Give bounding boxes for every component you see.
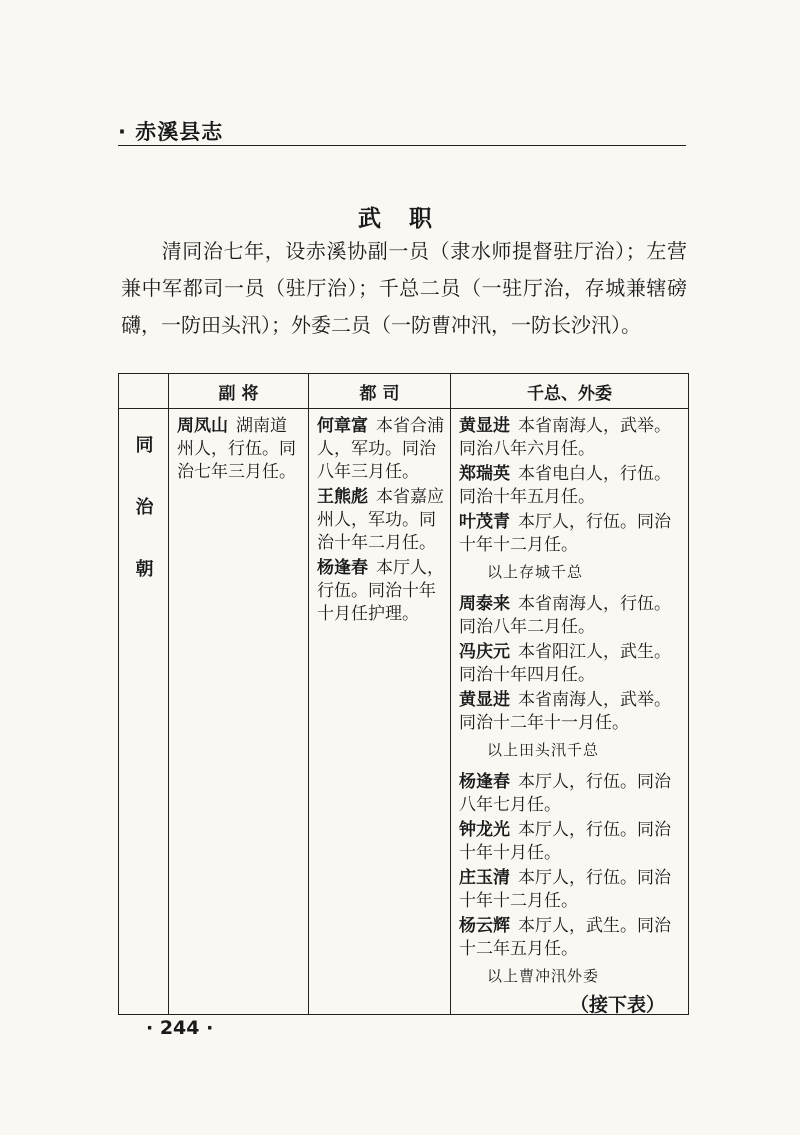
person-name: 周凤山 <box>177 416 228 436</box>
person-info: 本省南海人，行伍。同治八年二月任。 <box>459 594 671 637</box>
person-info: 本厅人，行伍。同治八年七月任。 <box>459 772 671 815</box>
era-char: 朝 <box>135 559 154 580</box>
list-item <box>459 915 682 961</box>
person-name: 黄显进 <box>459 690 510 710</box>
header-officers: 千总、外委 <box>451 374 689 409</box>
person-info: 本省电白人，行伍。同治十年五月任。 <box>459 464 671 507</box>
person-info: 湖南道州人，行伍。同治七年三月任。 <box>177 416 296 482</box>
list-item <box>459 771 682 817</box>
running-head: · 赤溪县志 <box>118 120 224 144</box>
list-item <box>317 486 444 555</box>
group-note: 以上田头汛千总 <box>487 741 600 759</box>
person-name: 杨逢春 <box>459 772 510 792</box>
table-row <box>119 409 689 1015</box>
person-info: 本省嘉应州人，军功。同治十年二月任。 <box>317 487 444 553</box>
section-title: 武 职 <box>357 206 442 232</box>
person-info: 本省南海人，武举。同治八年六月任。 <box>459 416 671 459</box>
list-item <box>459 415 682 461</box>
person-name: 冯庆元 <box>459 642 510 662</box>
intro-text: 清同治七年，设赤溪协副一员（隶水师提督驻厅治）；左营兼中军都司一员（驻厅治）；千总二员（一驻厅治，存城兼辖磅礴，一防田头汛）；外委二员（一防曹冲汛，一防长沙汛）。 <box>121 239 687 337</box>
era-cell <box>119 409 169 1015</box>
person-name: 杨逢春 <box>317 558 368 578</box>
group-note: 以上曹冲汛外委 <box>487 967 600 985</box>
commander-cell <box>309 409 451 1015</box>
header-deputy-general: 副 将 <box>169 374 309 409</box>
deputy-general-cell <box>169 409 309 1015</box>
list-item <box>459 463 682 509</box>
header-commander: 都 司 <box>309 374 451 409</box>
person-info: 本厅人，行伍。同治十年十二月任。 <box>459 512 671 555</box>
list-item <box>459 511 682 557</box>
person-info: 本省合浦人，军功。同治八年三月任。 <box>317 416 444 482</box>
person-name: 王熊彪 <box>317 487 368 507</box>
person-info: 本省南海人，武举。同治十二年十一月任。 <box>459 690 671 733</box>
list-item <box>459 689 682 735</box>
header-era <box>119 374 169 409</box>
list-item <box>459 641 682 687</box>
person-name: 庄玉清 <box>459 868 510 888</box>
list-item <box>459 819 682 865</box>
page-number: · 244 · <box>146 1017 214 1039</box>
person-name: 黄显进 <box>459 416 510 436</box>
officials-table <box>118 373 689 1015</box>
person-info: 本厅人，武生。同治十二年五月任。 <box>459 916 671 959</box>
person-name: 杨云辉 <box>459 916 510 936</box>
list-item <box>459 867 682 913</box>
intro-paragraph <box>121 233 687 344</box>
era-char: 治 <box>135 497 154 518</box>
era-char: 同 <box>135 435 154 456</box>
person-info: 本省阳江人，武生。同治十年四月任。 <box>459 642 671 685</box>
list-item <box>317 415 444 484</box>
header-rule <box>118 145 686 146</box>
continued-note: （接下表） <box>570 994 666 1016</box>
list-item <box>459 593 682 639</box>
person-info: 本厅人，行伍。同治十年十月任护理。 <box>317 558 444 624</box>
person-name: 叶茂青 <box>459 512 510 532</box>
person-name: 何章富 <box>317 416 368 436</box>
officers-cell <box>451 409 689 1015</box>
list-item <box>177 415 302 484</box>
person-info: 本厅人，行伍。同治十年十二月任。 <box>459 868 671 911</box>
table-header-row <box>119 374 689 409</box>
person-name: 周泰来 <box>459 594 510 614</box>
person-info: 本厅人，行伍。同治十年十月任。 <box>459 820 671 863</box>
person-name: 钟龙光 <box>459 820 510 840</box>
list-item <box>317 557 444 626</box>
person-name: 郑瑞英 <box>459 464 510 484</box>
group-note: 以上存城千总 <box>487 563 584 581</box>
